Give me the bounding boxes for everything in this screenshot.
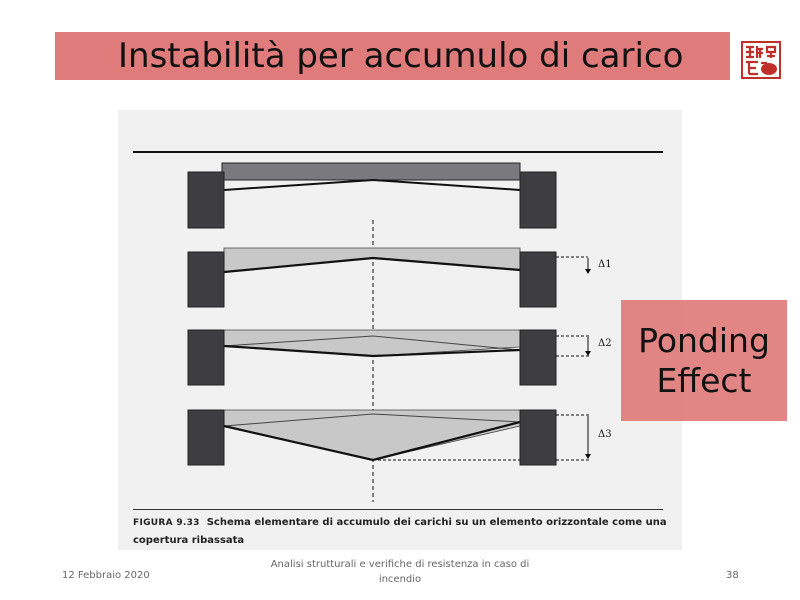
- delta-label: Δ3: [598, 429, 612, 440]
- support-right: [520, 252, 556, 307]
- deflection-arrowhead: [585, 454, 591, 459]
- page-number: 38: [726, 570, 739, 581]
- deflection-arrowhead: [585, 269, 591, 274]
- support-right: [520, 172, 556, 228]
- callout-line-2: Effect: [656, 360, 752, 400]
- beam-plate: [222, 163, 520, 180]
- figure-caption: [133, 514, 673, 549]
- delta-label: Δ2: [598, 338, 612, 349]
- ponding-diagram: [118, 110, 682, 510]
- footer-title: Analisi strutturali e verifiche di resistenza in caso di incendio: [270, 559, 530, 585]
- pooled-water: [224, 410, 520, 460]
- deflection-arrowhead: [585, 351, 591, 356]
- callout-line-1: Ponding: [638, 320, 770, 360]
- caption-text: Schema elementare di accumulo dei carichi su un elemento orizzontale come una copertura ribassata: [133, 517, 667, 546]
- support-left: [188, 410, 224, 465]
- support-right: [520, 410, 556, 465]
- support-left: [188, 330, 224, 385]
- support-left: [188, 172, 224, 228]
- caption-label: FIGURA 9.33: [133, 518, 200, 528]
- seal-logo-icon: [741, 41, 781, 79]
- caption-rule: [133, 509, 663, 510]
- ponding-effect-callout: [621, 300, 787, 421]
- roof-beam: [224, 180, 520, 190]
- delta-label: Δ1: [598, 259, 612, 270]
- footer-date: 12 Febbraio 2020: [62, 570, 150, 581]
- slide-title: Instabilità per accumulo di carico: [118, 36, 684, 76]
- support-right: [520, 330, 556, 385]
- support-left: [188, 252, 224, 307]
